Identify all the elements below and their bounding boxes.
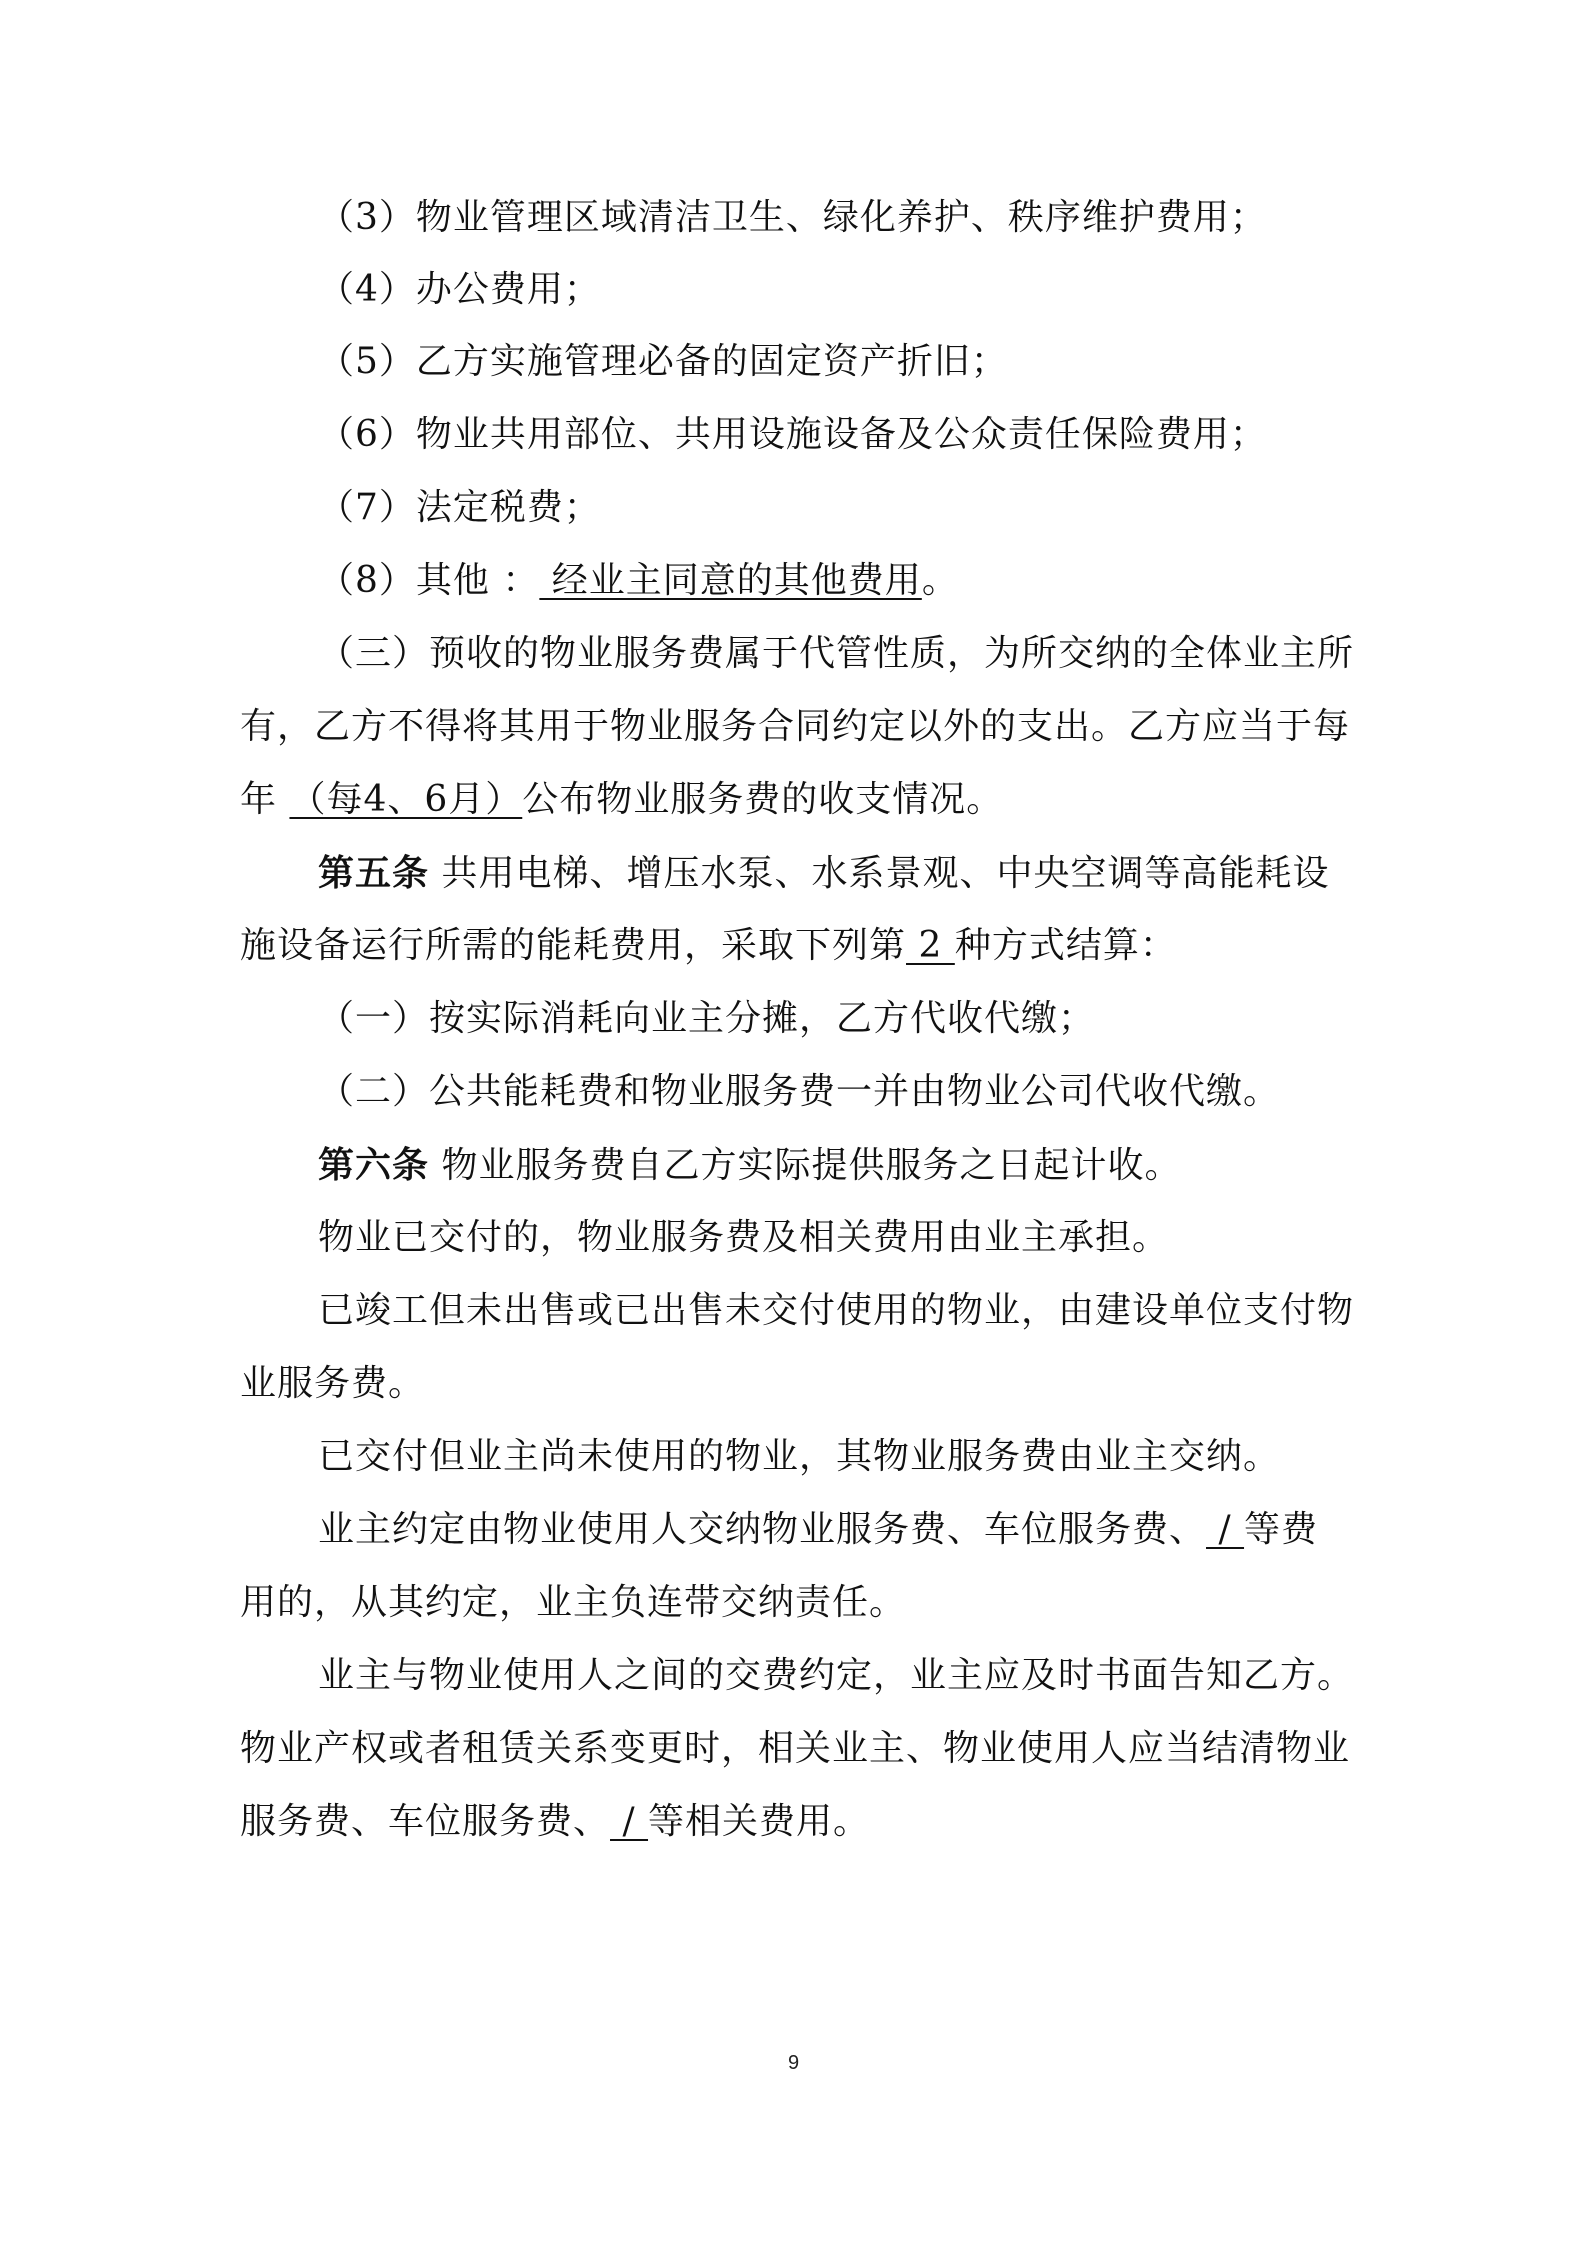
article-six-line-1 [318, 1141, 1438, 1190]
paragraph-line [318, 1506, 1438, 1554]
line-text: （6）物业共用部位、共用设施设备及公众责任保险费用； [318, 414, 1267, 455]
paragraph-line [240, 1798, 1360, 1846]
article-heading: 第五条 [318, 852, 430, 894]
clause-three-line-3 [240, 776, 1360, 824]
option-one [318, 995, 1438, 1043]
line-text: （三）预收的物业服务费属于代管性质，为所交纳的全体业主所 [318, 633, 1355, 674]
clause-three-line-1 [318, 630, 1438, 678]
line-text: 物业产权或者租赁关系变更时，相关业主、物业使用人应当结清物业 [240, 1728, 1351, 1769]
paragraph-line [240, 1579, 1360, 1627]
clause-three-line-2 [240, 703, 1360, 751]
line-suffix: 公布物业服务费的收支情况。 [522, 779, 1004, 820]
paragraph-line [318, 1214, 1438, 1262]
line-text: 用的，从其约定，业主负连带交纳责任。 [240, 1582, 907, 1623]
clause-item-7 [318, 484, 1438, 532]
line-text: （4）办公费用； [318, 269, 601, 310]
line-text: （3）物业管理区域清洁卫生、绿化养护、秩序维护费用； [318, 197, 1267, 238]
filled-blank: 经业主同意的其他费用 [539, 560, 922, 601]
line-prefix: 服务费、车位服务费、 [240, 1801, 611, 1842]
line-prefix: 年 [240, 779, 290, 820]
clause-item-4 [318, 266, 1438, 314]
filled-blank: （每4、6月） [289, 779, 523, 820]
line-text: （二）公共能耗费和物业服务费一并由物业公司代收代缴。 [318, 1071, 1281, 1112]
line-text: 物业已交付的，物业服务费及相关费用由业主承担。 [318, 1217, 1170, 1258]
line-suffix: 种方式结算： [954, 925, 1177, 966]
paragraph-line [318, 1287, 1438, 1335]
line-text: 有，乙方不得将其用于物业服务合同约定以外的支出。乙方应当于每 [240, 706, 1351, 747]
article-five-line-2 [240, 922, 1360, 970]
clause-item-5 [318, 338, 1438, 386]
clause-item-3 [318, 194, 1438, 242]
page-number: 9 [787, 2052, 800, 2074]
line-text: 已竣工但未出售或已出售未交付使用的物业，由建设单位支付物 [318, 1290, 1355, 1331]
line-text: （一）按实际消耗向业主分摊，乙方代收代缴； [318, 998, 1096, 1039]
line-text: （5）乙方实施管理必备的固定资产折旧； [318, 341, 1008, 382]
filled-blank: / [610, 1801, 649, 1842]
line-text: 物业服务费自乙方实际提供服务之日起计收。 [429, 1145, 1182, 1186]
line-prefix: 业主约定由物业使用人交纳物业服务费、车位服务费、 [318, 1509, 1207, 1550]
filled-blank: 2 [906, 925, 955, 966]
line-suffix: 等费 [1244, 1509, 1319, 1550]
clause-item-6 [318, 411, 1438, 459]
line-text: （7）法定税费； [318, 487, 601, 528]
line-suffix: 等相关费用。 [648, 1801, 871, 1842]
article-heading: 第六条 [318, 1144, 430, 1186]
article-five-line-1 [318, 849, 1438, 898]
filled-blank: / [1206, 1509, 1245, 1550]
paragraph-line [240, 1360, 1360, 1408]
line-prefix: 施设备运行所需的能耗费用，采取下列第 [240, 925, 907, 966]
line-text: 已交付但业主尚未使用的物业，其物业服务费由业主交纳。 [318, 1436, 1281, 1477]
line-text: 业服务费。 [240, 1363, 426, 1404]
option-two [318, 1068, 1438, 1116]
paragraph-line [318, 1433, 1438, 1481]
line-prefix: （8）其他 ： [318, 560, 540, 601]
paragraph-line [240, 1725, 1360, 1773]
clause-item-8 [318, 557, 1438, 605]
paragraph-line [318, 1652, 1438, 1700]
line-suffix: 。 [921, 560, 959, 601]
line-text: 共用电梯、增压水泵、水系景观、中央空调等高能耗设 [429, 853, 1330, 894]
line-text: 业主与物业使用人之间的交费约定，业主应及时书面告知乙方。 [318, 1655, 1355, 1696]
